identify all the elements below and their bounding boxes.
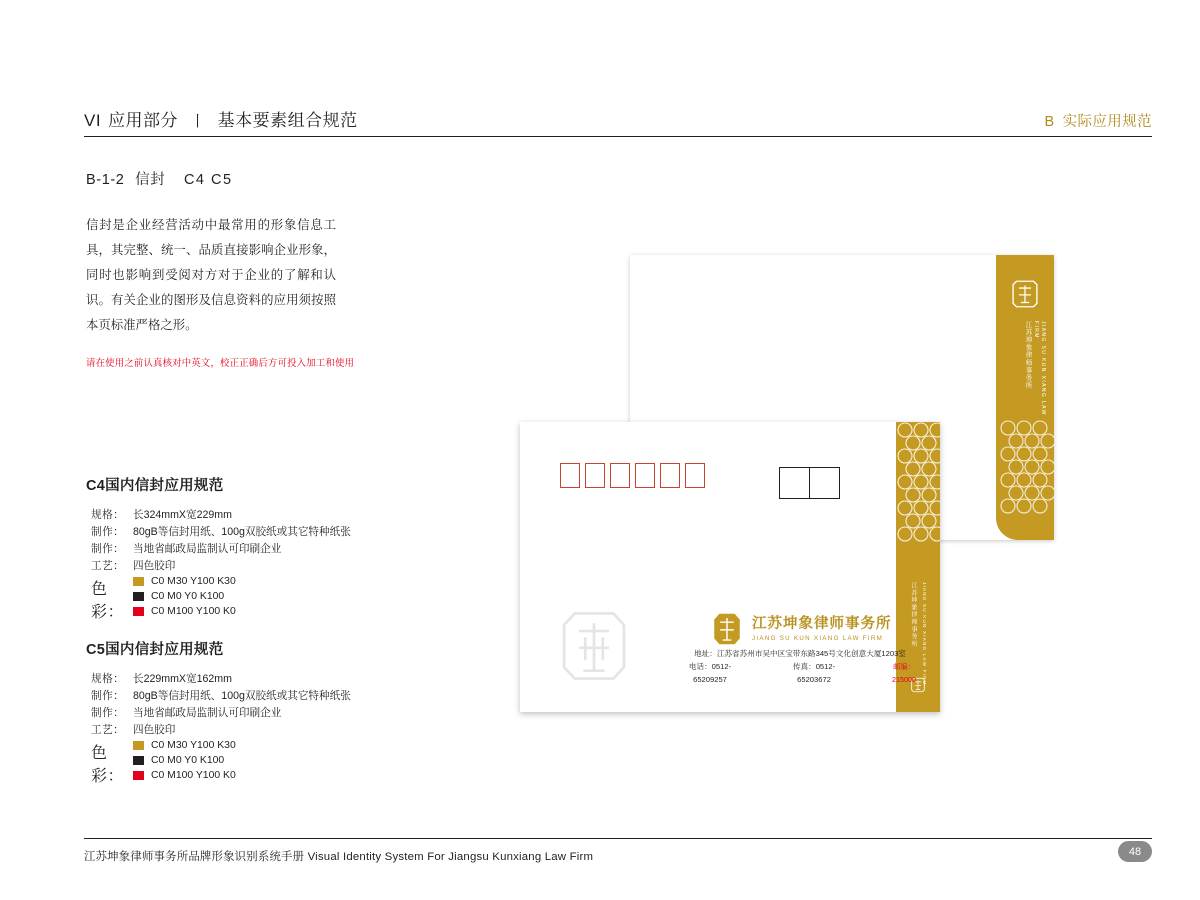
spec-row [86,558,426,575]
title-code: B-1-2 [86,172,125,188]
envelope-c4-vertical-cn: 江苏坤象律师事务所 [1024,321,1031,390]
spec-label: 工艺： [91,724,125,736]
header-right-letter: B [1044,114,1055,130]
page-header [84,104,1152,137]
envelope-zip: 邮编：215000 [892,662,916,684]
envelope-contact-block [675,647,925,686]
spec-value: 80gB等信封用纸、100g双胶纸或其它特种纸张 [133,690,351,702]
envelope-logo-en: JIANG SU KUN XIANG LAW FIRM [752,635,884,642]
spec-color-row [86,575,426,622]
spec-row [86,688,426,705]
color-swatch-black [133,592,144,601]
intro-paragraph: 信封是企业经营活动中最常用的形象信息工具，其完整、统一、品质直接影响企业形象，同时也影响到受阅对方对于企业的了解和认识。有关企业的图形及信息资料的应用须按照本页标准严格之形。 [86,218,336,332]
title-name: 信封 [135,172,166,188]
color-code: C0 M0 Y0 K100 [151,755,225,766]
header-divider: 丨 [190,113,206,130]
page-number-badge: 48 [1118,841,1152,862]
spec-label: 规格： [91,509,125,521]
kunxiang-logo-icon [710,610,744,648]
spec-c4-title: C4国内信封应用规范 [86,478,224,494]
spec-value: 四色胶印 [133,724,176,736]
subsection-name: 基本要素组合规范 [217,111,358,130]
spec-value: 长324mmX宽229mm [133,509,232,521]
envelope-fax: 传真：0512-65203672 [792,662,836,684]
spec-row [86,541,426,558]
envelope-address: 地址：江苏省苏州市吴中区宝带东路345号文化创意大厦1203室 [694,649,906,658]
postcode-boxes [560,463,705,488]
spec-color-row [86,739,426,786]
swatch-line [133,754,236,767]
color-code: C0 M0 Y0 K100 [151,591,225,602]
spec-color-label: 色彩： [91,745,125,785]
header-right-group [1045,110,1152,136]
warning-note: 请在使用之前认真核对中英文，校正正确后方可投入加工和使用 [86,357,355,368]
spec-label: 制作： [91,707,125,719]
spec-label: 规格： [91,673,125,685]
section-number: VI [84,111,102,130]
spec-row [86,671,426,688]
color-swatch-red [133,607,144,616]
section-name: 应用部分 [108,111,179,130]
swatch-line [133,590,236,603]
stamp-area-boxes [779,467,840,499]
kunxiang-watermark-icon [550,602,638,690]
postcode-box [585,463,605,488]
color-swatch-red [133,771,144,780]
envelope-c5-vertical-cn: 江苏坤象律师事务所 [910,582,917,648]
spec-label: 制作： [91,526,125,538]
footer-text: 江苏坤象律师事务所品牌形象识别系统手册 Visual Identity System For Jiangsu Kunxiang Law Firm [84,851,594,863]
swatch-list [133,739,236,782]
color-code: C0 M30 Y100 K30 [151,740,236,751]
color-swatch-gold [133,741,144,750]
title-sizes: C4 C5 [183,172,233,188]
envelope-logo-group [710,610,892,648]
color-swatch-gold [133,577,144,586]
color-code: C0 M30 Y100 K30 [151,576,236,587]
spec-value: 当地省邮政局监制认可印刷企业 [133,707,282,719]
envelope-phone: 电话：0512-65209257 [688,662,732,684]
swatch-list [133,575,236,618]
page-title [86,168,233,189]
header-right-label: 实际应用规范 [1062,114,1152,130]
header-left-group [84,106,358,136]
stamp-box [779,467,810,499]
envelope-c4-gold-band [996,255,1054,540]
spec-value: 当地省邮政局监制认可印刷企业 [133,543,282,555]
spec-block-c4 [86,474,426,622]
postcode-box [635,463,655,488]
color-swatch-black [133,756,144,765]
kunxiang-logo-icon [1008,277,1042,311]
spec-label: 制作： [91,543,125,555]
swatch-line [133,575,236,588]
spec-c5-title: C5国内信封应用规范 [86,642,224,658]
spec-row [86,705,426,722]
stamp-box [810,467,840,499]
postcode-box [660,463,680,488]
spec-block-c5 [86,638,426,786]
color-code: C0 M100 Y100 K0 [151,770,236,781]
spec-label: 工艺： [91,560,125,572]
spec-label: 制作： [91,690,125,702]
spec-value: 长229mmX宽162mm [133,673,232,685]
envelope-c5-mockup [520,422,940,712]
spec-row [86,507,426,524]
postcode-box [560,463,580,488]
color-code: C0 M100 Y100 K0 [151,606,236,617]
swatch-line [133,605,236,618]
spec-row [86,722,426,739]
postcode-box [610,463,630,488]
honeycomb-pattern-icon [896,422,940,572]
envelope-c4-vertical-en: JIANG SU KUN XIANG LAW FIRM [1033,321,1046,416]
envelope-c5-vertical-en: JIANG SU KUN XIANG LAW FIRM [922,582,927,686]
page-footer [84,838,1152,864]
swatch-line [133,769,236,782]
envelope-artwork [500,250,1140,750]
spec-value: 四色胶印 [133,560,176,572]
envelope-contact-line [675,660,925,686]
envelope-logo-text [752,616,892,642]
envelope-logo-cn: 江苏坤象律师事务所 [752,616,892,632]
spec-color-label: 色彩： [91,581,125,621]
swatch-line [133,739,236,752]
postcode-box [685,463,705,488]
spec-row [86,524,426,541]
spec-value: 80gB等信封用纸、100g双胶纸或其它特种纸张 [133,526,351,538]
